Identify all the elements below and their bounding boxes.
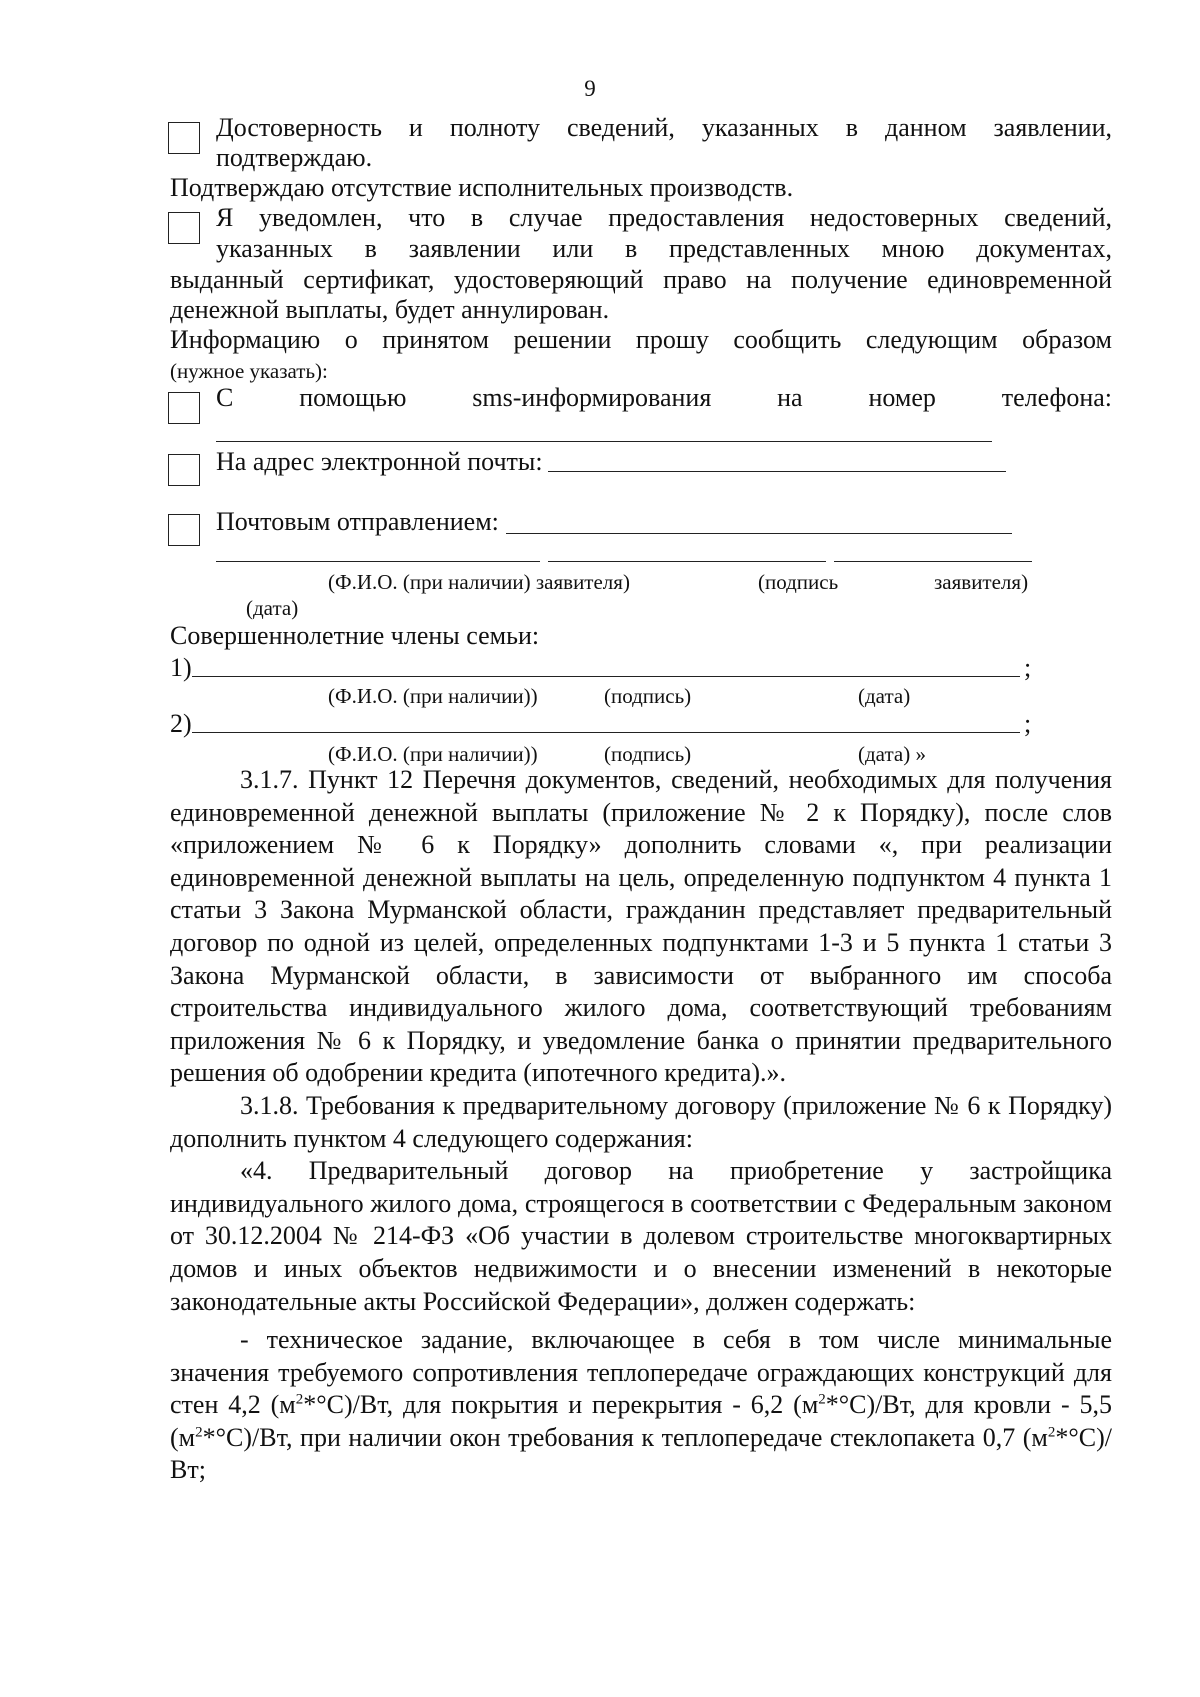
post-checkbox[interactable] (168, 514, 200, 546)
confirm-accuracy-line1: Достоверность и полноту сведений, указанных в данном заявлении, (216, 113, 1112, 142)
applicant-signature-label-2: заявителя) (934, 570, 1029, 594)
applicant-signature-field[interactable] (548, 561, 826, 562)
family-row2-number: 2) (170, 709, 192, 738)
paragraph-item-4: «4. Предварительный договор на приобретение у застройщика индивидуального жилого дома, строящегося в соответствии с Федеральным законом от 30.12.2004 № 214-ФЗ «Об участии в долевом строительстве многоквартирных домов и иных объектов недвижимости и о внесении изменений в некоторые законодательные акты Российской Федерации», должен содержать: (170, 1156, 1112, 1316)
phone-field[interactable] (216, 441, 992, 442)
applicant-fio-label: (Ф.И.О. (при наличии) заявителя) (328, 570, 630, 594)
notice-line4: денежной выплаты, будет аннулирован. (170, 295, 610, 324)
family-title: Совершеннолетние члены семьи: (170, 621, 540, 650)
family-row1-number: 1) (170, 653, 192, 682)
paragraph-3-1-8: 3.1.8. Требования к предварительному договору (приложение № 6 к Порядку) дополнить пунктом 4 следующего содержания: (170, 1090, 1112, 1153)
info-request-line: Информацию о принятом решении прошу сообщить следующим образом (170, 325, 1112, 354)
notice-line1: Я уведомлен, что в случае предоставления недостоверных сведений, (216, 203, 1112, 232)
family-row1-field[interactable] (192, 676, 1020, 677)
family-row1-end: ; (1024, 653, 1032, 682)
confirm-accuracy-checkbox[interactable] (168, 122, 200, 154)
page-number: 9 (584, 76, 596, 101)
email-field[interactable] (548, 471, 1006, 472)
family-row1-sign-label: (подпись) (604, 684, 692, 708)
family-row2-end: ; (1024, 709, 1032, 738)
paragraph-technical-spec: - техническое задание, включающее в себя в том числе минимальные значения требуемого сопротивления теплопередаче ограждающих конструкций для стен 4,2 $(м^2*^\circ С)/Вт$, для покрытия и перекрытия - 6,2 $(м^2*^\circ С)/Вт$, для кровли - 5,5 $(м^2*^\circ С)/Вт$, при наличии окон требования к теплопередаче стеклопакета 0,7 $(м^2*^\circ С)/Вт$; (170, 1325, 1112, 1485)
applicant-date-label: (дата) (246, 596, 299, 620)
post-option-label: Почтовым отправлением: (216, 507, 499, 536)
family-row2-fio-label: (Ф.И.О. (при наличии)) (328, 742, 538, 766)
email-checkbox[interactable] (168, 454, 200, 486)
body-text (170, 764, 1112, 1487)
applicant-signature-label: (подпись (758, 570, 839, 594)
applicant-date-field[interactable] (834, 561, 1032, 562)
email-option-label: На адрес электронной почты: (216, 447, 543, 476)
paragraph-3-1-7: 3.1.7. Пункт 12 Перечня документов, сведений, необходимых для получения единовременной денежной выплаты (приложение № 2 к Порядку), после слов «приложением № 6 к Порядку» дополнить словами «, при реализации единовременной денежной выплаты на цель, определенную подпунктом 4 пункта 1 статьи 3 Закона Мурманской области, гражданин представляет предварительный договор по одной из целей, определенных подпунктами 1-3 и 5 пункта 1 статьи 3 Закона Мурманской области, в зависимости от выбранного им способа строительства индивидуального жилого дома, соответствующий требованиям приложения № 6 к Порядку, и уведомление банка о принятии предварительного решения об одобрении кредита (ипотечного кредита).». (170, 765, 1112, 1088)
family-row1-date-label: (дата) (858, 684, 911, 708)
no-enforcement-text: Подтверждаю отсутствие исполнительных производств. (170, 173, 794, 202)
post-address-field[interactable] (506, 533, 1012, 534)
sms-option-label: С помощью sms-информирования на номер телефона: (216, 383, 1112, 412)
family-row2-date-label: (дата) » (858, 742, 926, 766)
sms-checkbox[interactable] (168, 392, 200, 424)
notice-line2: указанных в заявлении или в представленных мною документах, (216, 234, 1112, 263)
notice-checkbox[interactable] (168, 212, 200, 244)
applicant-fio-field[interactable] (216, 561, 540, 562)
notice-line3: выданный сертификат, удостоверяющий право на получение единовременной (170, 265, 1112, 294)
confirm-accuracy-line2: подтверждаю. (216, 143, 373, 172)
family-row2-field[interactable] (192, 732, 1020, 733)
family-row2-sign-label: (подпись) (604, 742, 692, 766)
info-request-hint: (нужное указать): (170, 359, 328, 383)
family-row1-fio-label: (Ф.И.О. (при наличии)) (328, 684, 538, 708)
